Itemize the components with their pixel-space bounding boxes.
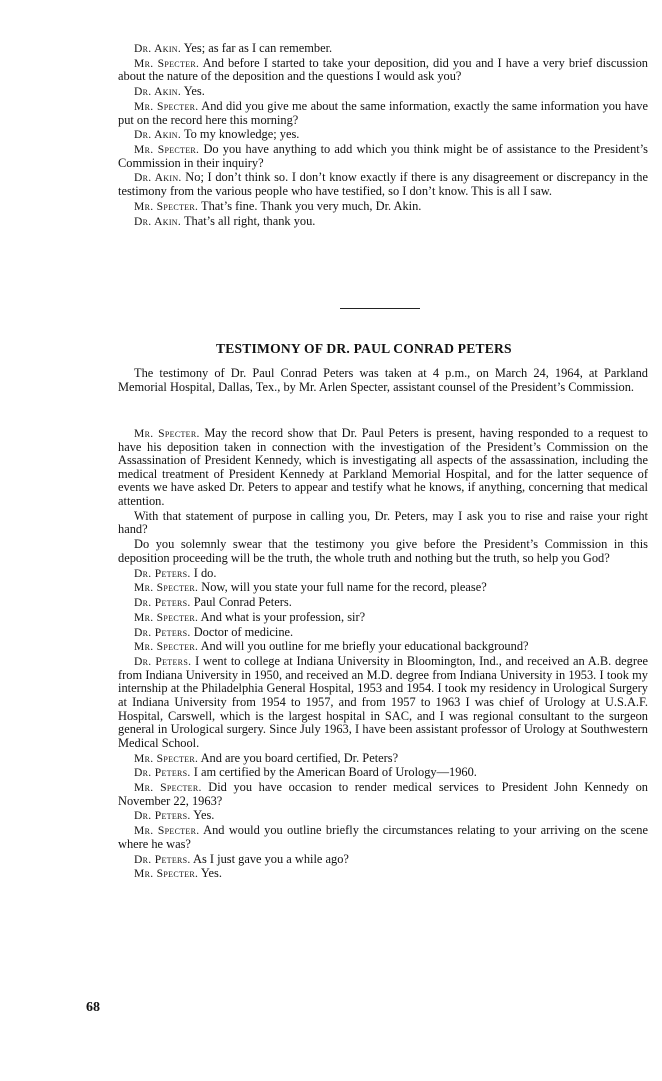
testimony-paragraph — [118, 752, 648, 766]
statement-text: To my knowledge; yes. — [183, 127, 300, 142]
speaker-label: Mr. Specter. — [134, 824, 200, 838]
testimony-paragraph — [118, 611, 648, 625]
testimony-paragraph — [118, 510, 648, 537]
speaker-label: Dr. Akin. — [134, 85, 182, 99]
speaker-label: Mr. Specter. — [134, 581, 199, 595]
testimony-heading: TESTIMONY OF DR. PAUL CONRAD PETERS — [216, 341, 512, 356]
statement-text: No; I don’t think so. I don’t know exactly if there is any disagreement or discrepancy in the testimony from the various people who have testified, so I don’t know. This is all I saw. — [118, 170, 648, 199]
statement-text: And what is your profession, sir? — [200, 609, 366, 624]
speaker-label: Dr. Peters. — [134, 655, 192, 669]
statement-text: And would you outline briefly the circumstances relating to your arriving on the scene where he was? — [118, 823, 648, 851]
speaker-label: Dr. Peters. — [134, 566, 191, 580]
speaker-label: Dr. Peters. — [134, 596, 191, 610]
testimony-intro: The testimony of Dr. Paul Conrad Peters was taken at 4 p.m., on March 24, 1964, at Parkland Memorial Hospital, Dallas, Tex., by Mr. Arlen Specter, assistant counsel of the President’s Commission. — [118, 366, 648, 394]
testimony-paragraph — [118, 655, 648, 750]
page-number: 68 — [86, 1000, 100, 1015]
testimony-paragraph — [118, 143, 648, 170]
speaker-label: Mr. Specter. — [134, 640, 199, 654]
peters-testimony — [118, 427, 648, 882]
statement-text: Yes; as far as I can remember. — [183, 41, 333, 55]
statement-text: Doctor of medicine. — [193, 624, 294, 639]
speaker-label: Mr. Specter. — [134, 610, 199, 624]
testimony-paragraph — [118, 42, 648, 56]
testimony-paragraph — [118, 171, 648, 198]
statement-text: I went to college at Indiana University in Bloomington, Ind., and received an A.B. degree from Indiana University in 1950, and received an M.D. degree from Indiana University in 1953. I took my internship at the Philadelphia General Hospital, 1953 and 1954. I took my residency in Urological Surgery at Indiana University from 1954 to 1957, and from 1957 to 1963 I was chief of Urology at U.S.A.F. Hospital, Carswell, which is the largest hospital in SAC, and I was regional consultant to the surgeon general in Urological surgery. Since July 1963, I have been assistant professor of Urology at Southwestern Medical School. — [118, 654, 648, 750]
statement-text: Now, will you state your full name for the record, please? — [201, 580, 487, 595]
testimony-paragraph — [118, 853, 648, 867]
speaker-label: Mr. Specter. — [134, 143, 200, 157]
speaker-label: Mr. Specter. — [134, 427, 200, 440]
testimony-paragraph — [118, 215, 648, 229]
testimony-paragraph — [118, 57, 648, 84]
speaker-label: Dr. Peters. — [134, 766, 191, 780]
testimony-paragraph — [118, 809, 648, 823]
testimony-paragraph — [118, 85, 648, 99]
testimony-paragraph — [118, 867, 648, 881]
section-divider — [340, 308, 420, 309]
testimony-paragraph — [118, 766, 648, 780]
statement-text: And will you outline for me briefly your educational background? — [200, 639, 529, 654]
statement-text: As I just gave you a while ago? — [193, 851, 349, 866]
speaker-label: Mr. Specter. — [134, 99, 199, 113]
testimony-paragraph — [118, 824, 648, 851]
statement-text: Yes. — [193, 808, 215, 823]
statement-text: Did you have occasion to render medical services to President John Kennedy on November 22, 1963? — [118, 780, 649, 808]
speaker-label: Dr. Akin. — [134, 42, 182, 55]
akin-testimony-end — [118, 42, 648, 229]
statement-text: And did you give me about the same information, exactly the same information you have put on the record here this morning? — [118, 98, 648, 127]
testimony-paragraph — [118, 596, 648, 610]
testimony-paragraph — [118, 100, 648, 127]
testimony-paragraph — [118, 567, 648, 581]
testimony-paragraph — [118, 640, 648, 654]
speaker-label: Dr. Peters. — [134, 625, 191, 639]
testimony-paragraph — [118, 581, 648, 595]
speaker-label: Mr. Specter. — [134, 781, 202, 795]
speaker-label: Dr. Peters. — [134, 809, 191, 823]
statement-text: May the record show that Dr. Paul Peters is present, having responded to a request to have his deposition taken in connection with the investigation of the President’s Commission on the Assassination of President Kennedy, which is investigating all aspects of the assassination, including the medical treatment of President Kennedy at Parkland Memorial Hospital, and for the latter sequence of events we have asked Dr. Peters to appear and testify what he knows, if anything, concerning that medical attention. — [118, 426, 648, 508]
testimony-paragraph — [118, 626, 648, 640]
speaker-label: Dr. Peters. — [134, 852, 191, 866]
statement-text: Yes. — [183, 84, 205, 99]
speaker-label: Mr. Specter. — [134, 199, 199, 213]
statement-text: I do. — [193, 565, 217, 580]
statement-text: Paul Conrad Peters. — [193, 595, 292, 610]
statement-text: I am certified by the American Board of Urology—1960. — [193, 765, 477, 780]
statement-text: With that statement of purpose in calling you, Dr. Peters, may I ask you to rise and raise your right hand? — [118, 508, 648, 537]
statement-text: Yes. — [200, 866, 222, 881]
statement-text: And before I started to take your deposition, did you and I have a very brief discussion about the nature of the deposition and the questions I would ask you? — [118, 55, 648, 84]
testimony-paragraph — [118, 781, 648, 808]
testimony-paragraph — [118, 427, 648, 509]
statement-text: And are you board certified, Dr. Peters? — [200, 750, 399, 765]
speaker-label: Dr. Akin. — [134, 128, 182, 142]
speaker-label: Dr. Akin. — [134, 214, 182, 228]
statement-text: Do you have anything to add which you think might be of assistance to the President’s Commission in their inquiry? — [118, 142, 648, 170]
speaker-label: Mr. Specter. — [134, 867, 199, 881]
speaker-label: Dr. Akin. — [134, 171, 182, 185]
speaker-label: Mr. Specter. — [134, 751, 199, 765]
testimony-paragraph — [118, 200, 648, 214]
statement-text: Do you solemnly swear that the testimony you give before the President’s Commission in this deposition proceeding will be the truth, the whole truth and nothing but the truth, so help you God? — [118, 537, 648, 565]
testimony-paragraph — [118, 538, 648, 565]
statement-text: That’s fine. Thank you very much, Dr. Akin. — [201, 198, 422, 213]
speaker-label: Mr. Specter. — [134, 56, 200, 70]
testimony-paragraph — [118, 128, 648, 142]
statement-text: That’s all right, thank you. — [183, 213, 316, 228]
